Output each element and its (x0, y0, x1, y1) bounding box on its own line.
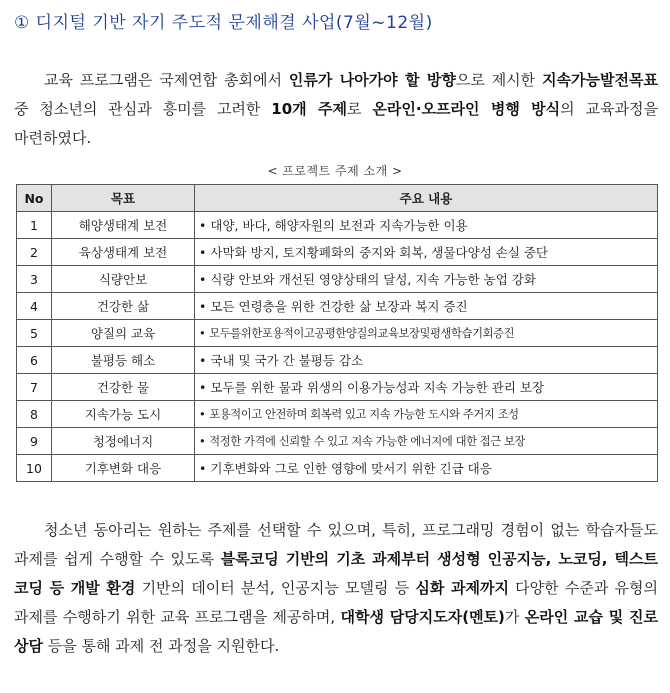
bullet-icon: • (199, 380, 207, 395)
table-row (17, 320, 658, 347)
closing-bold-2: 심화 과제까지 (415, 579, 509, 597)
intro-text-2: 으로 제시한 (455, 71, 543, 89)
row-description (195, 212, 658, 239)
intro-text-5: 의 교육과정을 마련하였다. (14, 100, 658, 147)
section-heading: ① 디지털 기반 자기 주도적 문제해결 사업(7월~12월) (14, 13, 433, 33)
project-topics-table (16, 184, 658, 482)
row-description (195, 374, 658, 401)
closing-text-5: 등을 통해 과제 전 과정을 지원한다. (42, 637, 280, 655)
closing-text-3: 다양한 수준과 유형의 과제를 수행하기 위한 교육 프로그램을 제공하며, (14, 579, 658, 626)
bullet-icon: • (199, 435, 206, 448)
row-number: 2 (17, 239, 52, 266)
row-goal: 해양생태계 보전 (52, 212, 195, 239)
table-row (17, 293, 658, 320)
row-description-text: 포용적이고 안전하며 회복력 있고 지속 가능한 도시와 주거지 조성 (209, 408, 519, 421)
row-description (195, 401, 658, 428)
intro-text-3: 중 청소년의 관심과 흥미를 고려한 (14, 100, 272, 118)
bullet-icon: • (199, 299, 207, 314)
intro-bold-1: 인류가 나아가야 할 방향 (288, 71, 456, 89)
row-description (195, 347, 658, 374)
row-description-text: 적정한 가격에 신뢰할 수 있고 지속 가능한 에너지에 대한 접근 보장 (209, 435, 526, 448)
row-description-text: 모두를 위한 물과 위생의 이용가능성과 지속 가능한 관리 보장 (210, 380, 545, 395)
row-number: 6 (17, 347, 52, 374)
row-number: 4 (17, 293, 52, 320)
row-number: 8 (17, 401, 52, 428)
table-caption: < 프로젝트 주제 소개 > (267, 164, 403, 178)
header-desc: 주요 내용 (195, 185, 658, 212)
row-goal: 지속가능 도시 (52, 401, 195, 428)
row-number: 1 (17, 212, 52, 239)
row-description (195, 455, 658, 482)
row-description-text: 모두를위한포용적이고공평한양질의교육보장및평생학습기회증진 (209, 327, 515, 340)
table-row (17, 266, 658, 293)
bullet-icon: • (199, 353, 207, 368)
table-row (17, 239, 658, 266)
table-row (17, 212, 658, 239)
intro-bold-4: 온라인·오프라인 병행 방식 (372, 100, 561, 118)
header-no: No (17, 185, 52, 212)
row-description-text: 모든 연령층을 위한 건강한 삶 보장과 복지 증진 (210, 299, 468, 314)
row-goal: 청정에너지 (52, 428, 195, 455)
row-number: 3 (17, 266, 52, 293)
table-row (17, 374, 658, 401)
row-description (195, 239, 658, 266)
closing-text-2: 기반의 데이터 분석, 인공지능 모델링 등 (135, 579, 416, 597)
row-description (195, 266, 658, 293)
row-goal: 양질의 교육 (52, 320, 195, 347)
bullet-icon: • (199, 408, 206, 421)
row-goal: 건강한 삶 (52, 293, 195, 320)
row-number: 5 (17, 320, 52, 347)
row-description-text: 식량 안보와 개선된 영양상태의 달성, 지속 가능한 농업 강화 (210, 272, 536, 287)
header-goal: 목표 (52, 185, 195, 212)
closing-bold-3: 대학생 담당지도자(멘토) (340, 608, 505, 626)
bullet-icon: • (199, 245, 207, 260)
intro-bold-3: 10개 주제 (271, 100, 347, 118)
row-goal: 육상생태계 보전 (52, 239, 195, 266)
closing-bold-4: 온라인 교습 및 진로 상담 (14, 608, 658, 655)
bullet-icon: • (199, 461, 207, 476)
row-description (195, 293, 658, 320)
closing-bold-1: 블록코딩 기반의 기초 과제부터 생성형 인공지능, 노코딩, 텍스트 코딩 등 개발 환경 (14, 550, 658, 597)
row-description-text: 국내 및 국가 간 불평등 감소 (210, 353, 364, 368)
row-goal: 건강한 물 (52, 374, 195, 401)
intro-text-4: 로 (346, 100, 373, 118)
row-goal: 불평등 해소 (52, 347, 195, 374)
table-row (17, 428, 658, 455)
row-description-text: 대양, 바다, 해양자원의 보전과 지속가능한 이용 (210, 218, 468, 233)
intro-text-1: 교육 프로그램은 국제연합 총회에서 (44, 71, 289, 89)
row-number: 9 (17, 428, 52, 455)
row-description-text: 사막화 방지, 토지황폐화의 중지와 회복, 생물다양성 손실 중단 (210, 245, 549, 260)
intro-paragraph (14, 66, 658, 153)
row-number: 10 (17, 455, 52, 482)
table-row (17, 455, 658, 482)
row-description (195, 428, 658, 455)
table-row (17, 347, 658, 374)
table-row (17, 401, 658, 428)
table-header-row (17, 185, 658, 212)
closing-paragraph (14, 516, 658, 661)
closing-text-1: 청소년 동아리는 원하는 주제를 선택할 수 있으며, 특히, 프로그래밍 경험이 없는 학습자들도 과제를 쉽게 수행할 수 있도록 (14, 521, 658, 568)
closing-text-4: 가 (504, 608, 525, 626)
intro-bold-2: 지속가능발전목표 (542, 71, 658, 89)
bullet-icon: • (199, 327, 206, 340)
bullet-icon: • (199, 218, 207, 233)
row-description (195, 320, 658, 347)
row-goal: 식량안보 (52, 266, 195, 293)
row-goal: 기후변화 대응 (52, 455, 195, 482)
bullet-icon: • (199, 272, 207, 287)
row-description-text: 기후변화와 그로 인한 영향에 맞서기 위한 긴급 대응 (210, 461, 492, 476)
row-number: 7 (17, 374, 52, 401)
